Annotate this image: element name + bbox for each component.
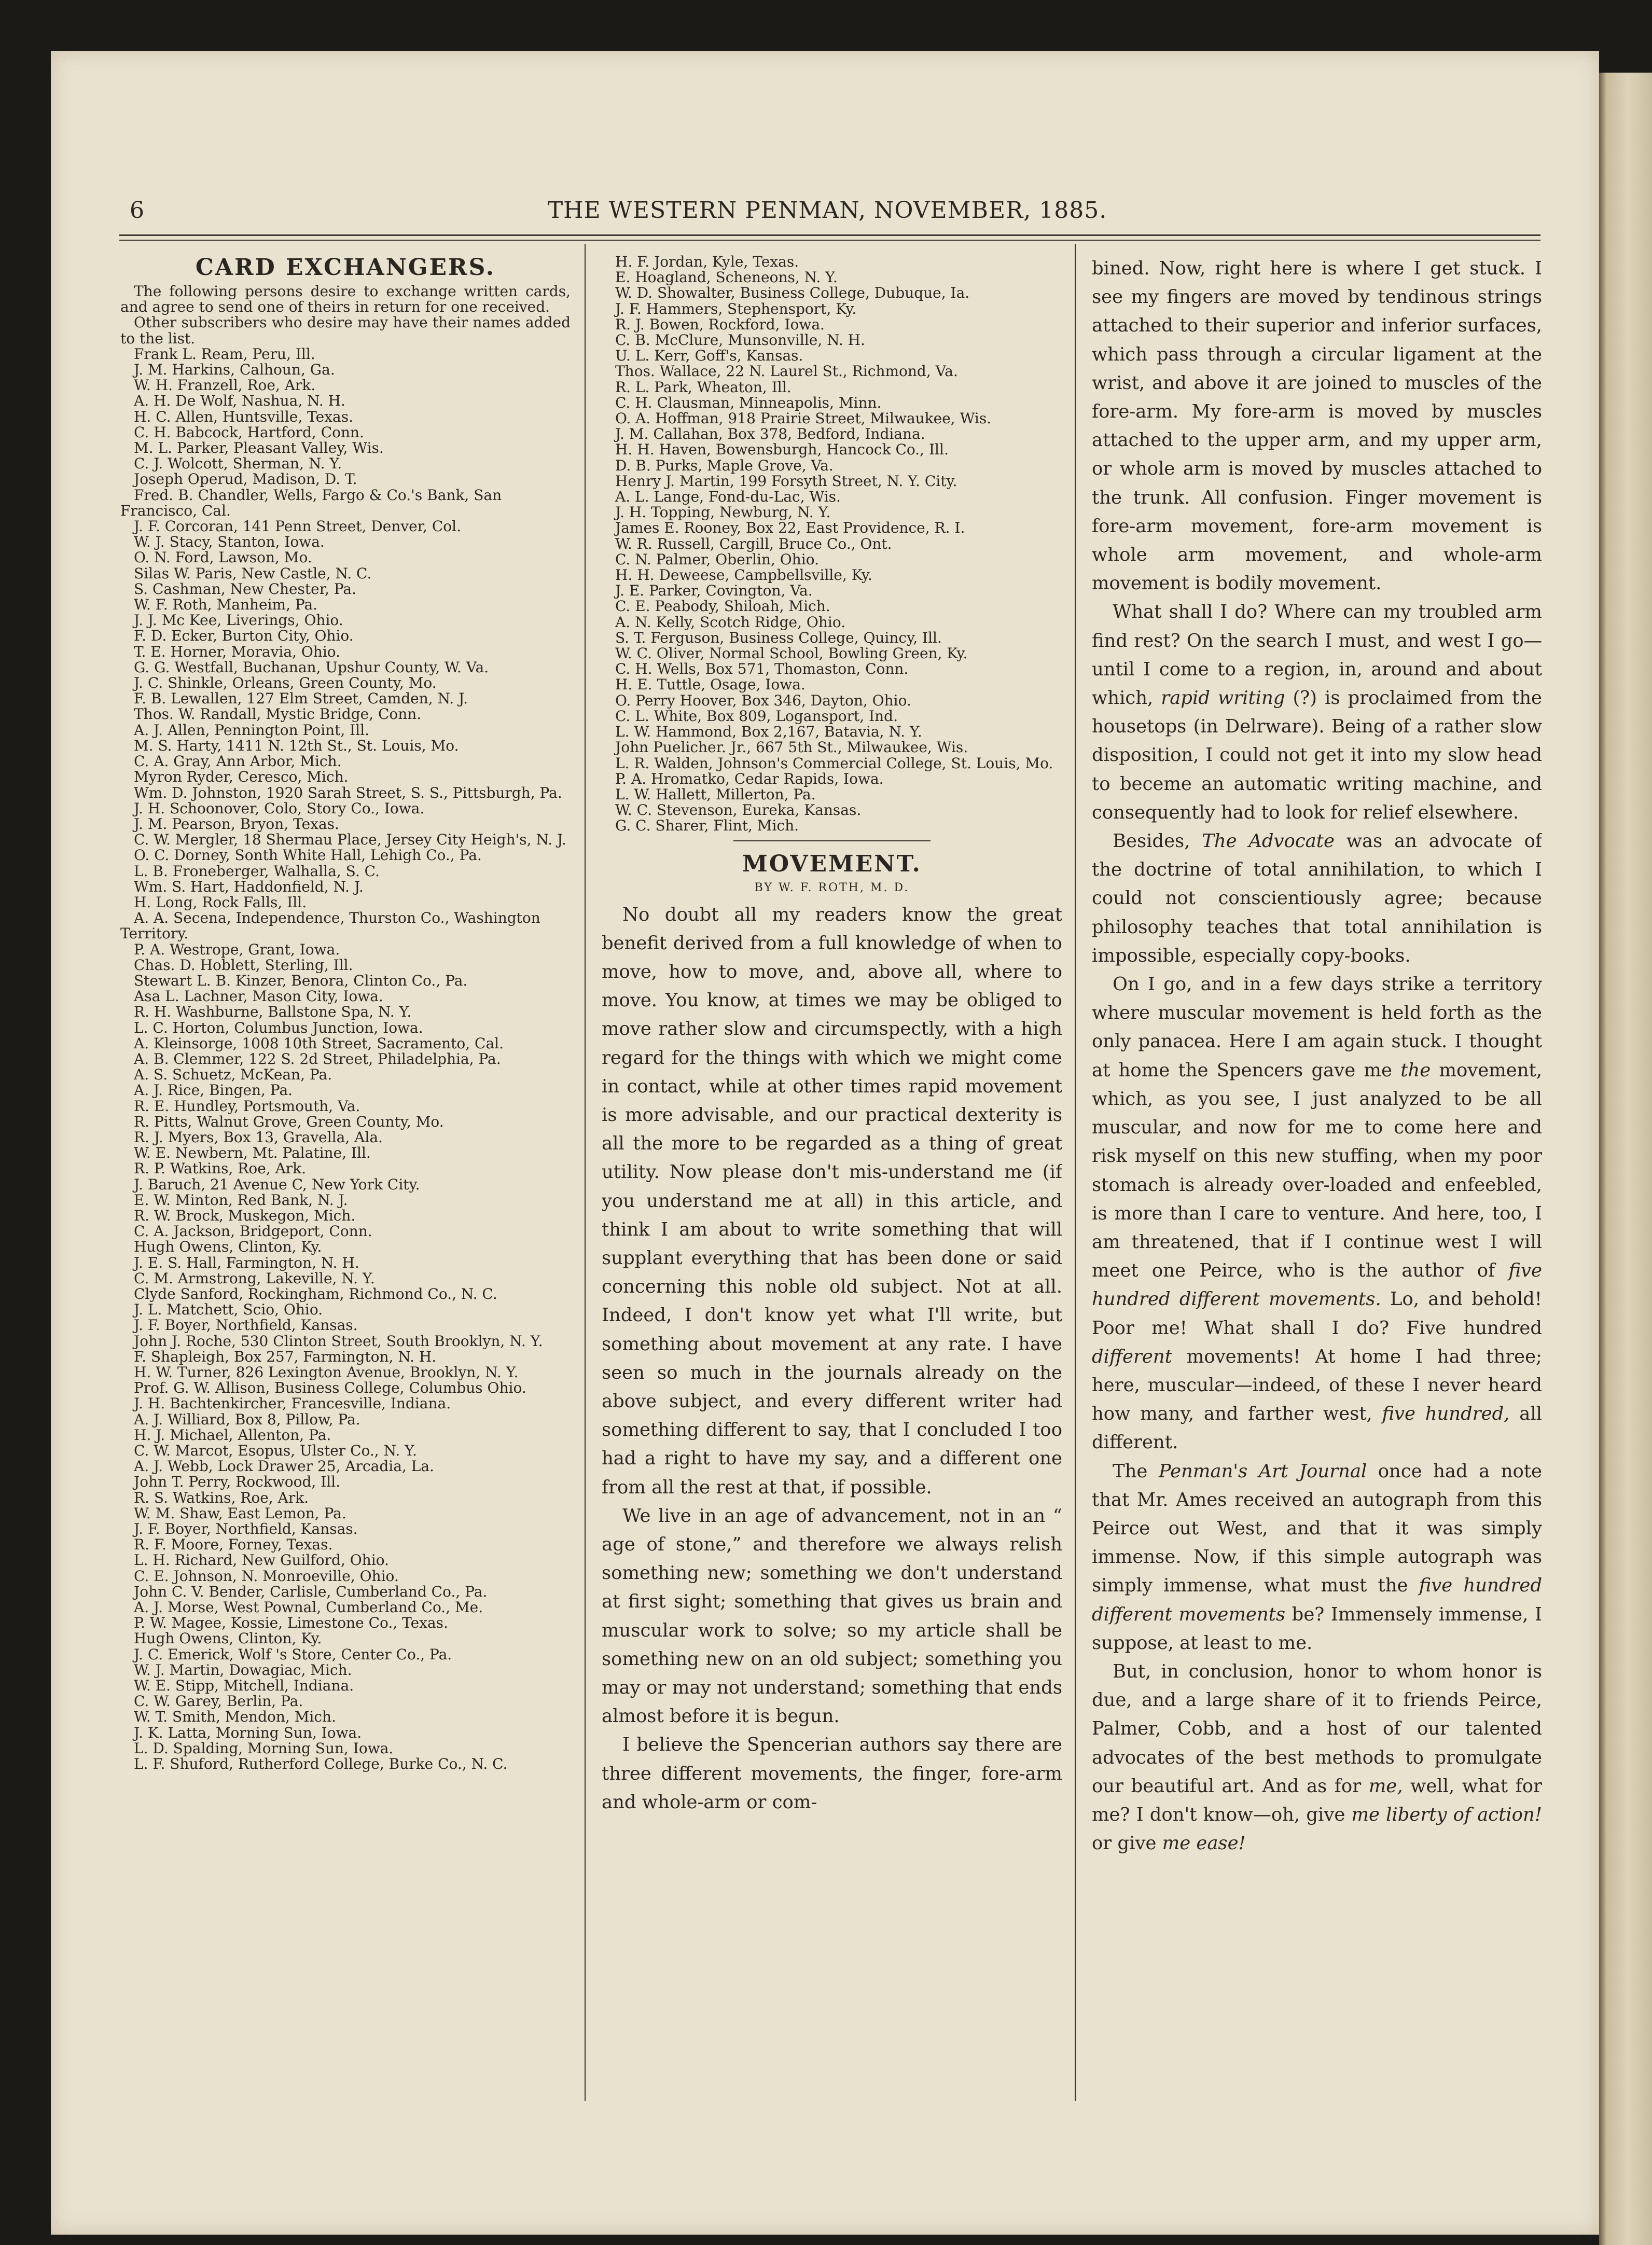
exchanger-entry: J. L. Matchett, Scio, Ohio. xyxy=(134,1301,323,1319)
exchanger-entry: W. D. Showalter, Business College, Dubuque, Ia. xyxy=(615,284,970,302)
exchanger-entry: A. S. Schuetz, McKean, Pa. xyxy=(134,1066,332,1084)
exchanger-entry: W. H. Franzell, Roe, Ark. xyxy=(134,377,316,394)
exchanger-entry: W. C. Stevenson, Eureka, Kansas. xyxy=(615,801,862,819)
column-divider-1 xyxy=(585,244,586,2101)
exchanger-entry: W. M. Shaw, East Lemon, Pa. xyxy=(134,1504,346,1522)
header-rule-bottom xyxy=(119,240,1540,241)
article-paragraph: What shall I do? Where can my troubled arm find rest? On the search I must, and west I go—until I come to a region, in, around and about which, rapid writing (?) is proclaimed from the housetops (in Delrware). Being of a rather slow disposition, I could not get it into my slow head to beceme an automatic writing machine, and consequently had to look for relief elsewhere. xyxy=(1092,601,1542,823)
exchanger-entry: R. Pitts, Walnut Grove, Green County, Mo. xyxy=(134,1113,444,1130)
exchanger-entry: C. E. Johnson, N. Monroeville, Ohio. xyxy=(134,1567,399,1585)
exchanger-entry: F. D. Ecker, Burton City, Ohio. xyxy=(134,627,354,645)
exchanger-entry: R. F. Moore, Forney, Texas. xyxy=(134,1536,333,1554)
exchanger-entry: A. J. Allen, Pennington Point, Ill. xyxy=(134,721,370,739)
exchanger-entry: Clyde Sanford, Rockingham, Richmond Co., N. C. xyxy=(134,1285,497,1302)
exchanger-entry: J. F. Corcoran, 141 Penn Street, Denver, Col. xyxy=(134,518,461,535)
exchanger-entry: J. C. Shinkle, Orleans, Green County, Mo. xyxy=(134,674,437,692)
exchanger-entry: Chas. D. Hoblett, Sterling, Ill. xyxy=(134,956,353,974)
exchanger-entry: W. E. Stipp, Mitchell, Indiana. xyxy=(134,1677,354,1695)
exchanger-entry: L. W. Hammond, Box 2,167, Batavia, N. Y. xyxy=(615,723,922,741)
exchanger-entry: A. L. Lange, Fond-du-Lac, Wis. xyxy=(615,488,841,506)
exchanger-entry: A. J. Rice, Bingen, Pa. xyxy=(134,1082,293,1099)
exchanger-entry: R. L. Park, Wheaton, Ill. xyxy=(615,378,792,396)
column-card-exchangers xyxy=(120,254,571,2111)
exchanger-entry: M. L. Parker, Pleasant Valley, Wis. xyxy=(134,439,384,457)
exchanger-entry: J. E. Parker, Covington, Va. xyxy=(615,582,813,600)
exchanger-entry: W. E. Newbern, Mt. Palatine, Ill. xyxy=(134,1144,371,1162)
exchanger-entry: Wm. S. Hart, Haddonfield, N. J. xyxy=(134,878,364,895)
exchanger-entry: C. H. Babcock, Hartford, Conn. xyxy=(134,423,364,441)
column-divider-2 xyxy=(1075,244,1076,2101)
exchanger-entry: H. H. Haven, Bowensburgh, Hancock Co., Ill. xyxy=(615,441,949,459)
article-paragraph: bined. Now, right here is where I get stuck. I see my fingers are moved by tendinous strings attached to their superior and inferior surfaces, which pass through a circular ligament at the wrist, and above it are joined to muscles of the fore-arm. My fore-arm is moved by muscles attached to the upper arm, and my upper arm, or whole arm is moved by muscles attached to the trunk. All confusion. Finger movement is fore-arm movement, fore-arm movement is whole arm movement, and whole-arm movement is bodily movement. xyxy=(1092,258,1542,594)
exchanger-list xyxy=(120,347,571,1772)
exchanger-entry: R. J. Bowen, Rockford, Iowa. xyxy=(615,315,825,333)
exchanger-entry: S. Cashman, New Chester, Pa. xyxy=(134,580,357,598)
exchanger-entry: A. Kleinsorge, 1008 10th Street, Sacramento, Cal. xyxy=(134,1034,504,1052)
exchanger-entry: L. R. Walden, Johnson's Commercial College, St. Louis, Mo. xyxy=(615,754,1053,772)
exchanger-entry: W. F. Roth, Manheim, Pa. xyxy=(134,596,318,614)
article-paragraph: But, in conclusion, honor to whom honor is due, and a large share of it to friends Peirce, Palmer, Cobb, and a host of our talented advocates of the best methods to promulgate our beautiful art. And as for me, well, what for me? I don't know—oh, give me liberty of action! or give me ease! xyxy=(1092,1660,1542,1854)
exchanger-entry: C. N. Palmer, Oberlin, Ohio. xyxy=(615,550,819,568)
exchanger-entry: Silas W. Paris, New Castle, N. C. xyxy=(134,564,372,582)
header-rule-top xyxy=(119,234,1540,236)
exchanger-entry: J. F. Boyer, Northfield, Kansas. xyxy=(134,1520,358,1538)
exchanger-entry: C. J. Wolcott, Sherman, N. Y. xyxy=(134,455,342,473)
exchanger-entry: Hugh Owens, Clinton, Ky. xyxy=(134,1238,322,1256)
exchanger-entry: R. W. Brock, Muskegon, Mich. xyxy=(134,1207,356,1224)
exchanger-entry: A. B. Clemmer, 122 S. 2d Street, Philadelphia, Pa. xyxy=(134,1050,501,1068)
exchanger-entry: F. Shapleigh, Box 257, Farmington, N. H. xyxy=(134,1348,437,1365)
exchanger-entry: H. F. Jordan, Kyle, Texas. xyxy=(615,254,799,270)
exchanger-entry: L. W. Hallett, Millerton, Pa. xyxy=(615,785,816,803)
exchanger-entry: Asa L. Lachner, Mason City, Iowa. xyxy=(134,988,383,1005)
section-divider xyxy=(733,840,931,841)
exchanger-entry: John Puelicher. Jr., 667 5th St., Milwaukee, Wis. xyxy=(615,739,968,756)
exchanger-entry: P. W. Magee, Kossie, Limestone Co., Texas. xyxy=(134,1614,448,1632)
adjacent-page-edge xyxy=(1599,73,1652,2245)
column-movement-continued xyxy=(1092,254,1542,2111)
exchanger-entry: Thos. W. Randall, Mystic Bridge, Conn. xyxy=(134,705,422,723)
exchanger-entry: S. T. Ferguson, Business College, Quincy, Ill. xyxy=(615,629,942,646)
exchanger-entry: C. W. Mergler, 18 Shermau Place, Jersey City Heigh's, N. J. xyxy=(134,831,566,849)
exchanger-entry: G. C. Sharer, Flint, Mich. xyxy=(615,817,799,835)
exchanger-entry: J. H. Schoonover, Colo, Story Co., Iowa. xyxy=(134,799,425,817)
intro-paragraph: Other subscribers who desire may have their names added to the list. xyxy=(120,314,571,347)
exchanger-entry: A. J. Morse, West Pownal, Cumberland Co., Me. xyxy=(134,1599,483,1616)
exchanger-entry: A. N. Kelly, Scotch Ridge, Ohio. xyxy=(615,613,846,631)
exchanger-entry: L. F. Shuford, Rutherford College, Burke Co., N. C. xyxy=(134,1755,508,1773)
exchanger-entry: John J. Roche, 530 Clinton Street, South Brooklyn, N. Y. xyxy=(134,1332,543,1350)
exchanger-entry: D. B. Purks, Maple Grove, Va. xyxy=(615,456,834,474)
article-paragraph: The Penman's Art Journal once had a note that Mr. Ames received an autograph from this Peirce out West, and that it was simply immense. Now, if this simple autograph was simply immense, what must the five hundred different movements be? Immensely immense, I suppose, at least to me. xyxy=(1092,1460,1542,1654)
exchanger-entry: A. H. De Wolf, Nashua, N. H. xyxy=(134,392,345,410)
exchanger-entry: L. B. Froneberger, Walhalla, S. C. xyxy=(134,862,380,880)
exchanger-entry: O. C. Dorney, Sonth White Hall, Lehigh Co., Pa. xyxy=(134,847,482,864)
exchanger-entry: C. W. Marcot, Esopus, Ulster Co., N. Y. xyxy=(134,1442,417,1460)
exchanger-entry: L. D. Spalding, Morning Sun, Iowa. xyxy=(134,1739,394,1757)
exchanger-entry: R. H. Washburne, Ballstone Spa, N. Y. xyxy=(134,1003,412,1021)
page-header xyxy=(119,192,1535,233)
exchanger-entry: C. E. Peabody, Shiloah, Mich. xyxy=(615,598,830,615)
exchanger-entry: Stewart L. B. Kinzer, Benora, Clinton Co., Pa. xyxy=(134,972,468,989)
exchanger-entry: C. B. McClure, Munsonville, N. H. xyxy=(615,331,866,349)
exchanger-entry: W. J. Stacy, Stanton, Iowa. xyxy=(134,533,325,551)
exchanger-entry: J. Baruch, 21 Avenue C, New York City. xyxy=(134,1175,420,1193)
exchanger-entry: J. K. Latta, Morning Sun, Iowa. xyxy=(134,1724,362,1741)
exchanger-entry: H. Long, Rock Falls, Ill. xyxy=(134,893,307,911)
exchanger-entry: W. C. Oliver, Normal School, Bowling Green, Ky. xyxy=(615,645,968,662)
exchanger-entry: T. E. Horner, Moravia, Ohio. xyxy=(134,643,341,660)
exchanger-entry: Prof. G. W. Allison, Business College, Columbus Ohio. xyxy=(134,1379,526,1397)
movement-byline: BY W. F. ROTH, M. D. xyxy=(754,881,910,894)
exchanger-entry: Hugh Owens, Clinton, Ky. xyxy=(134,1630,322,1647)
exchanger-entry: J. F. Hammers, Stephensport, Ky. xyxy=(615,300,857,317)
exchanger-entry: R. P. Watkins, Roe, Ark. xyxy=(134,1160,307,1177)
article-paragraph: Besides, The Advocate was an advocate of the doctrine of total annihilation, to which I could not conscientiously agree; because philosophy teaches that total annihilation is impossible, especially copy-books. xyxy=(1092,830,1542,966)
exchanger-entry: J. E. S. Hall, Farmington, N. H. xyxy=(134,1254,359,1271)
article-paragraph: On I go, and in a few days strike a territory where muscular movement is held forth as the only panacea. Here I am again stuck. I thought at home the Spencers gave me the movement, which, as you see, I just analyzed to be all muscular, and now for me to come here and risk myself on this new stuffing, when my poor stomach is already over-loaded and enfeebled, is more than I care to venture. And here, too, I am threatened, that if I continue west I will meet one Peirce, who is the author of five hundred different movements. Lo, and behold! Poor me! What shall I do? Five hundred different movements! At home I had three; here, muscular—indeed, of these I never heard how many, and farther west, five hundred, all different. xyxy=(1092,974,1542,1453)
exchanger-entry: R. J. Myers, Box 13, Gravella, Ala. xyxy=(134,1128,383,1146)
column-middle xyxy=(602,254,1062,2111)
exchanger-entry: W. T. Smith, Mendon, Mich. xyxy=(134,1708,336,1726)
exchanger-entry: J. C. Emerick, Wolf 's Store, Center Co., Pa. xyxy=(134,1645,452,1663)
intro-paragraph: The following persons desire to exchange written cards, and agree to send one of theirs in return for one received. xyxy=(120,283,571,316)
exchanger-entry: E. W. Minton, Red Bank, N. J. xyxy=(134,1191,348,1209)
exchanger-entry: O. N. Ford, Lawson, Mo. xyxy=(134,549,312,566)
exchanger-entry: H. J. Michael, Allenton, Pa. xyxy=(134,1426,331,1444)
exchanger-entry: H. W. Turner, 826 Lexington Avenue, Brooklyn, N. Y. xyxy=(134,1364,519,1381)
exchanger-entry: A. A. Secena, Independence, Thurston Co., Washington Territory. xyxy=(120,909,540,943)
exchanger-entry: A. J. Williard, Box 8, Pillow, Pa. xyxy=(134,1410,360,1428)
exchanger-entry: R. E. Hundley, Portsmouth, Va. xyxy=(134,1097,360,1115)
exchanger-entry: Wm. D. Johnston, 1920 Sarah Street, S. S., Pittsburgh, Pa. xyxy=(134,784,562,801)
exchanger-entry: U. L. Kerr, Goff's, Kansas. xyxy=(615,347,803,365)
exchanger-entry: J. H. Topping, Newburg, N. Y. xyxy=(615,504,831,521)
exchanger-entry: H. H. Deweese, Campbellsville, Ky. xyxy=(615,566,872,584)
exchanger-entry: J. J. Mc Kee, Liverings, Ohio. xyxy=(134,612,343,629)
exchanger-entry: W. J. Martin, Dowagiac, Mich. xyxy=(134,1661,352,1679)
exchanger-entry: James E. Rooney, Box 22, East Providence, R. I. xyxy=(615,519,965,537)
exchanger-entry: A. J. Webb, Lock Drawer 25, Arcadia, La. xyxy=(134,1458,434,1475)
exchanger-entry: J. F. Boyer, Northfield, Kansas. xyxy=(134,1316,358,1334)
exchanger-list-continued xyxy=(602,254,1062,834)
exchanger-entry: J. M. Harkins, Calhoun, Ga. xyxy=(134,361,335,379)
exchanger-entry: M. S. Harty, 1411 N. 12th St., St. Louis, Mo. xyxy=(134,737,459,754)
exchanger-entry: F. B. Lewallen, 127 Elm Street, Camden, N. J. xyxy=(134,690,468,708)
exchanger-entry: P. A. Westrope, Grant, Iowa. xyxy=(134,940,340,958)
exchanger-entry: C. H. Wells, Box 571, Thomaston, Conn. xyxy=(615,660,909,678)
exchanger-entry: John C. V. Bender, Carlisle, Cumberland Co., Pa. xyxy=(134,1583,488,1600)
exchanger-entry: H. C. Allen, Huntsville, Texas. xyxy=(134,408,353,425)
exchanger-entry: Thos. Wallace, 22 N. Laurel St., Richmond, Va. xyxy=(615,363,958,380)
exchanger-entry: J. H. Bachtenkircher, Francesville, Indiana. xyxy=(134,1395,451,1412)
running-head: THE WESTERN PENMAN, NOVEMBER, 1885. xyxy=(547,197,1107,224)
exchanger-entry: Fred. B. Chandler, Wells, Fargo & Co.'s Bank, San Francisco, Cal. xyxy=(120,486,502,519)
exchanger-entry: L. C. Horton, Columbus Junction, Iowa. xyxy=(134,1019,423,1036)
exchanger-entry: C. H. Clausman, Minneapolis, Minn. xyxy=(615,394,882,411)
exchanger-entry: H. E. Tuttle, Osage, Iowa. xyxy=(615,676,806,694)
exchanger-entry: John T. Perry, Rockwood, Ill. xyxy=(134,1473,341,1491)
exchanger-entry: P. A. Hromatko, Cedar Rapids, Iowa. xyxy=(615,770,884,787)
exchanger-entry: W. R. Russell, Cargill, Bruce Co., Ont. xyxy=(615,535,892,552)
exchanger-entry: E. Hoagland, Scheneons, N. Y. xyxy=(615,269,838,286)
page-number: 6 xyxy=(130,197,144,224)
exchanger-entry: C. A. Gray, Ann Arbor, Mich. xyxy=(134,753,342,770)
exchanger-entry: L. H. Richard, New Guilford, Ohio. xyxy=(134,1551,389,1569)
exchanger-entry: Henry J. Martin, 199 Forsyth Street, N. Y. City. xyxy=(615,472,957,490)
exchanger-entry: Frank L. Ream, Peru, Ill. xyxy=(134,345,315,363)
exchanger-entry: Myron Ryder, Ceresco, Mich. xyxy=(134,768,349,786)
movement-title: MOVEMENT. xyxy=(742,850,922,877)
exchanger-entry: O. A. Hoffman, 918 Prairie Street, Milwaukee, Wis. xyxy=(615,410,992,427)
exchanger-entry: J. M. Pearson, Bryon, Texas. xyxy=(134,815,339,833)
article-paragraph: We live in an age of advancement, not in an “ age of stone,” and therefore we always relish something new; something we don't understand at first sight; something that gives us brain and muscular work to solve; so my article shall be something new on an old subject; something you may or may not understand; something that ends almost before it is begun. xyxy=(602,1505,1062,1727)
exchanger-entry: C. A. Jackson, Bridgeport, Conn. xyxy=(134,1223,372,1240)
exchanger-entry: J. M. Callahan, Box 378, Bedford, Indiana. xyxy=(615,425,925,443)
exchanger-entry: C. L. White, Box 809, Logansport, Ind. xyxy=(615,707,898,725)
exchanger-entry: R. S. Watkins, Roe, Ark. xyxy=(134,1489,309,1506)
exchanger-entry: O. Perry Hoover, Box 346, Dayton, Ohio. xyxy=(615,691,911,709)
exchanger-entry: C. W. Garey, Berlin, Pa. xyxy=(134,1693,303,1710)
card-exchangers-title: CARD EXCHANGERS. xyxy=(195,254,496,281)
exchanger-entry: G. G. Westfall, Buchanan, Upshur County, W. Va. xyxy=(134,658,489,676)
exchanger-entry: C. M. Armstrong, Lakeville, N. Y. xyxy=(134,1269,375,1287)
article-paragraph: I believe the Spencerian authors say there are three different movements, the finger, fore-arm and whole-arm or com- xyxy=(602,1734,1062,1813)
exchanger-entry: Joseph Operud, Madison, D. T. xyxy=(134,470,357,488)
article-paragraph: No doubt all my readers know the great benefit derived from a full knowledge of when to move, how to move, and, above all, where to move. You know, at times we may be obliged to move rather slow and circumspectly, with a high regard for the things with which we might come in contact, while at other times rapid movement is more advisable, and our practical dexterity is all the more to be regarded as a thing of great utility. Now please don't mis-understand me (if you understand me at all) in this article, and think I am about to write something that will supplant everything that has been done or said concerning this noble old subject. Not at all. Indeed, I don't know yet what I'll write, but something about movement at any rate. I have seen so much in the journals already on the above subject, and every different writer had something different to say, that I concluded I too had a right to have my say, and a different one from all the rest at that, if possible. xyxy=(602,904,1062,1498)
